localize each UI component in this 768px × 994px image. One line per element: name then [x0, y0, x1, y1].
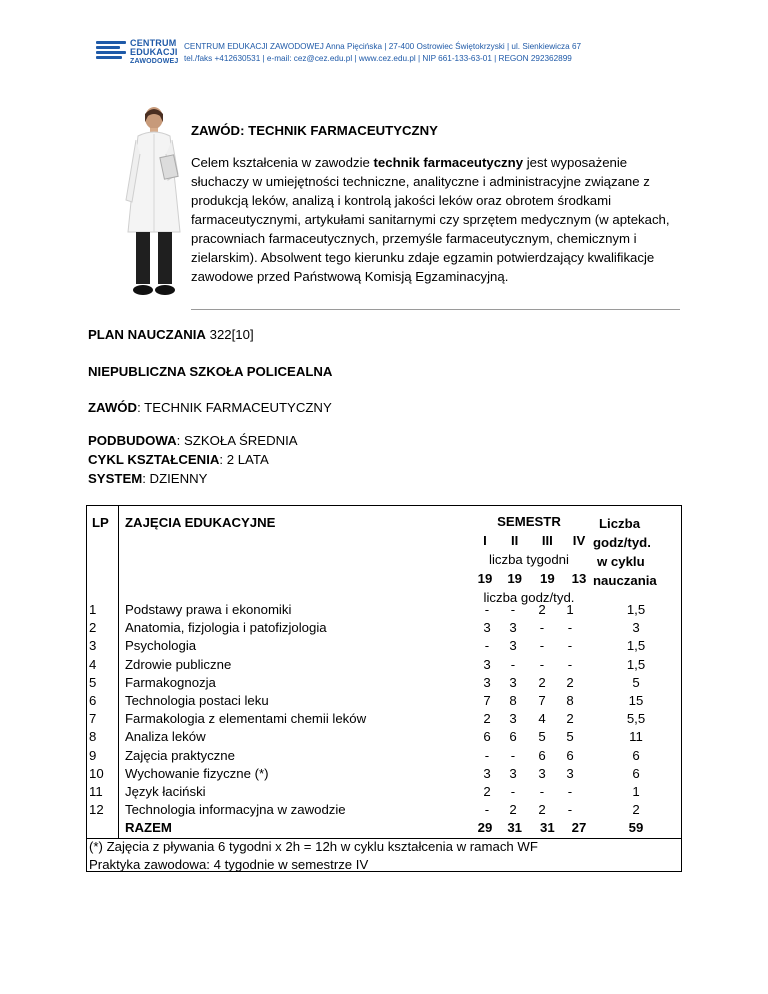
row-semesters: - 2 2 -: [484, 802, 573, 818]
row-semesters: 2 - - -: [483, 784, 573, 799]
row-total: 15: [628, 693, 644, 708]
row-semesters: 2 3 4 2: [483, 711, 574, 727]
footnote-praktyka: Praktyka zawodowa: 4 tygodnie w semestrze IV: [89, 857, 369, 872]
row-lp: 1: [89, 602, 97, 617]
row-lp: 6: [89, 693, 97, 708]
row-total: 3: [632, 620, 640, 636]
sum-label: RAZEM: [125, 820, 172, 835]
header-contact: tel./faks +412630531 | e-mail: cez@cez.edu.pl | www.cez.edu.pl | NIP 661-133-63-01 | REGON 292362899: [184, 54, 572, 63]
header-subject: ZAJĘCIA EDUKACYJNE: [125, 515, 276, 530]
row-subject: Farmakologia z elementami chemii leków: [125, 711, 367, 727]
podbudowa-line: PODBUDOWA: SZKOŁA ŚREDNIA: [88, 433, 298, 448]
row-semesters: - - 6 6: [484, 747, 574, 763]
row-lp: 9: [89, 747, 97, 763]
row-lp: 7: [89, 711, 97, 727]
pharmacist-figure-icon: [118, 104, 190, 302]
row-lp: 10: [89, 765, 104, 781]
row-lp: 12: [89, 802, 104, 818]
row-lp: 8: [89, 729, 97, 745]
row-semesters: 6 6 5 5: [483, 729, 574, 745]
header-lp: LP: [92, 515, 109, 530]
row-semesters: 3 - - -: [483, 656, 573, 672]
row-subject: Technologia informacyjna w zawodzie: [125, 802, 346, 818]
row-semesters: 3 3 2 2: [483, 674, 574, 690]
row-lp: 4: [89, 656, 97, 672]
header-liczba-tygodni: liczba tygodni: [489, 552, 569, 567]
row-total: 11: [629, 729, 643, 745]
header-liczba-godz: liczba godz/tyd.: [483, 590, 575, 605]
row-subject: Podstawy prawa i ekonomiki: [125, 602, 292, 617]
row-subject: Psychologia: [125, 638, 197, 654]
row-semesters: 3 3 - -: [483, 620, 573, 636]
row-semesters: - 3 - -: [484, 638, 573, 654]
row-lp: 11: [89, 784, 103, 799]
divider: [191, 309, 680, 310]
logo: [96, 39, 182, 69]
logo-text: CENTRUM EDUKACJI ZAWODOWEJ: [130, 38, 179, 65]
row-total: 1: [632, 784, 640, 799]
row-semesters: 7 8 7 8: [483, 693, 574, 708]
zawod-line: ZAWÓD: TECHNIK FARMACEUTYCZNY: [88, 400, 332, 415]
header-total: Liczba godz/tyd. w cyklu nauczania: [593, 516, 657, 588]
row-semesters: - - 2 1: [484, 602, 574, 617]
header-sem-roman: I II III IV: [483, 533, 586, 548]
school-type: NIEPUBLICZNA SZKOŁA POLICEALNA: [88, 364, 333, 379]
cykl-line: CYKL KSZTAŁCENIA: 2 LATA: [88, 452, 269, 467]
row-lp: 2: [89, 620, 97, 636]
row-total: 1,5: [626, 638, 646, 654]
sum-total: 59: [628, 820, 644, 835]
header-semestr: SEMESTR: [497, 514, 561, 529]
row-subject: Anatomia, fizjologia i patofizjologia: [125, 620, 327, 636]
row-total: 6: [632, 747, 640, 763]
plan-number: PLAN NAUCZANIA 322[10]: [88, 327, 254, 342]
row-total: 1,5: [626, 656, 646, 672]
row-total: 5,5: [626, 711, 646, 727]
row-subject: Wychowanie fizyczne (*): [125, 765, 269, 781]
intro-title: ZAWÓD: TECHNIK FARMACEUTYCZNY: [191, 123, 438, 138]
row-subject: Technologia postaci leku: [125, 693, 269, 708]
row-lp: 5: [89, 674, 97, 690]
footnote-wf: (*) Zajęcia z pływania 6 tygodni x 2h = 12h w cyklu kształcenia w ramach WF: [89, 839, 538, 854]
system-line: SYSTEM: DZIENNY: [88, 471, 208, 486]
sum-semesters: 29 31 31 27: [477, 820, 587, 835]
row-subject: Zajęcia praktyczne: [125, 747, 235, 763]
row-subject: Analiza leków: [125, 729, 206, 745]
row-total: 5: [632, 674, 640, 690]
row-subject: Język łaciński: [125, 784, 206, 799]
row-lp: 3: [89, 638, 97, 654]
row-total: 1,5: [626, 602, 646, 617]
header-weeks: 19 19 19 13: [477, 571, 587, 586]
row-subject: Farmakognozja: [125, 674, 216, 690]
row-total: 2: [632, 802, 640, 818]
logo-stripes-icon: [96, 41, 126, 63]
table-grid-line: [118, 506, 119, 838]
row-semesters: 3 3 3 3: [483, 765, 574, 781]
intro-paragraph: Celem kształcenia w zawodzie technik farmaceutyczny jest wyposażenie słuchaczy w umiejętności techniczne, analityczne i administracyjne związane z produkcją leków, analizą i kontrolą jakości leków oraz obrotem środkami farmaceutycznymi, artykułami sanitarnymi czy sprzętem medycznym (w aptekach, pracowniach farmaceutycznych, przemyśle farmaceutycznym, chemicznym i zielarskim). Absolwent tego kierunku zdaje egzamin potwierdzający kwalifikacje zawodowe przed Państwową Komisją Egzaminacyjną.: [191, 155, 670, 284]
header-address: CENTRUM EDUKACJI ZAWODOWEJ Anna Pięcińska | 27-400 Ostrowiec Świętokrzyski | ul. Sienkiewicza 67: [184, 42, 582, 51]
curriculum-table: [86, 505, 682, 872]
row-total: 6: [632, 765, 640, 781]
row-subject: Zdrowie publiczne: [125, 656, 232, 672]
